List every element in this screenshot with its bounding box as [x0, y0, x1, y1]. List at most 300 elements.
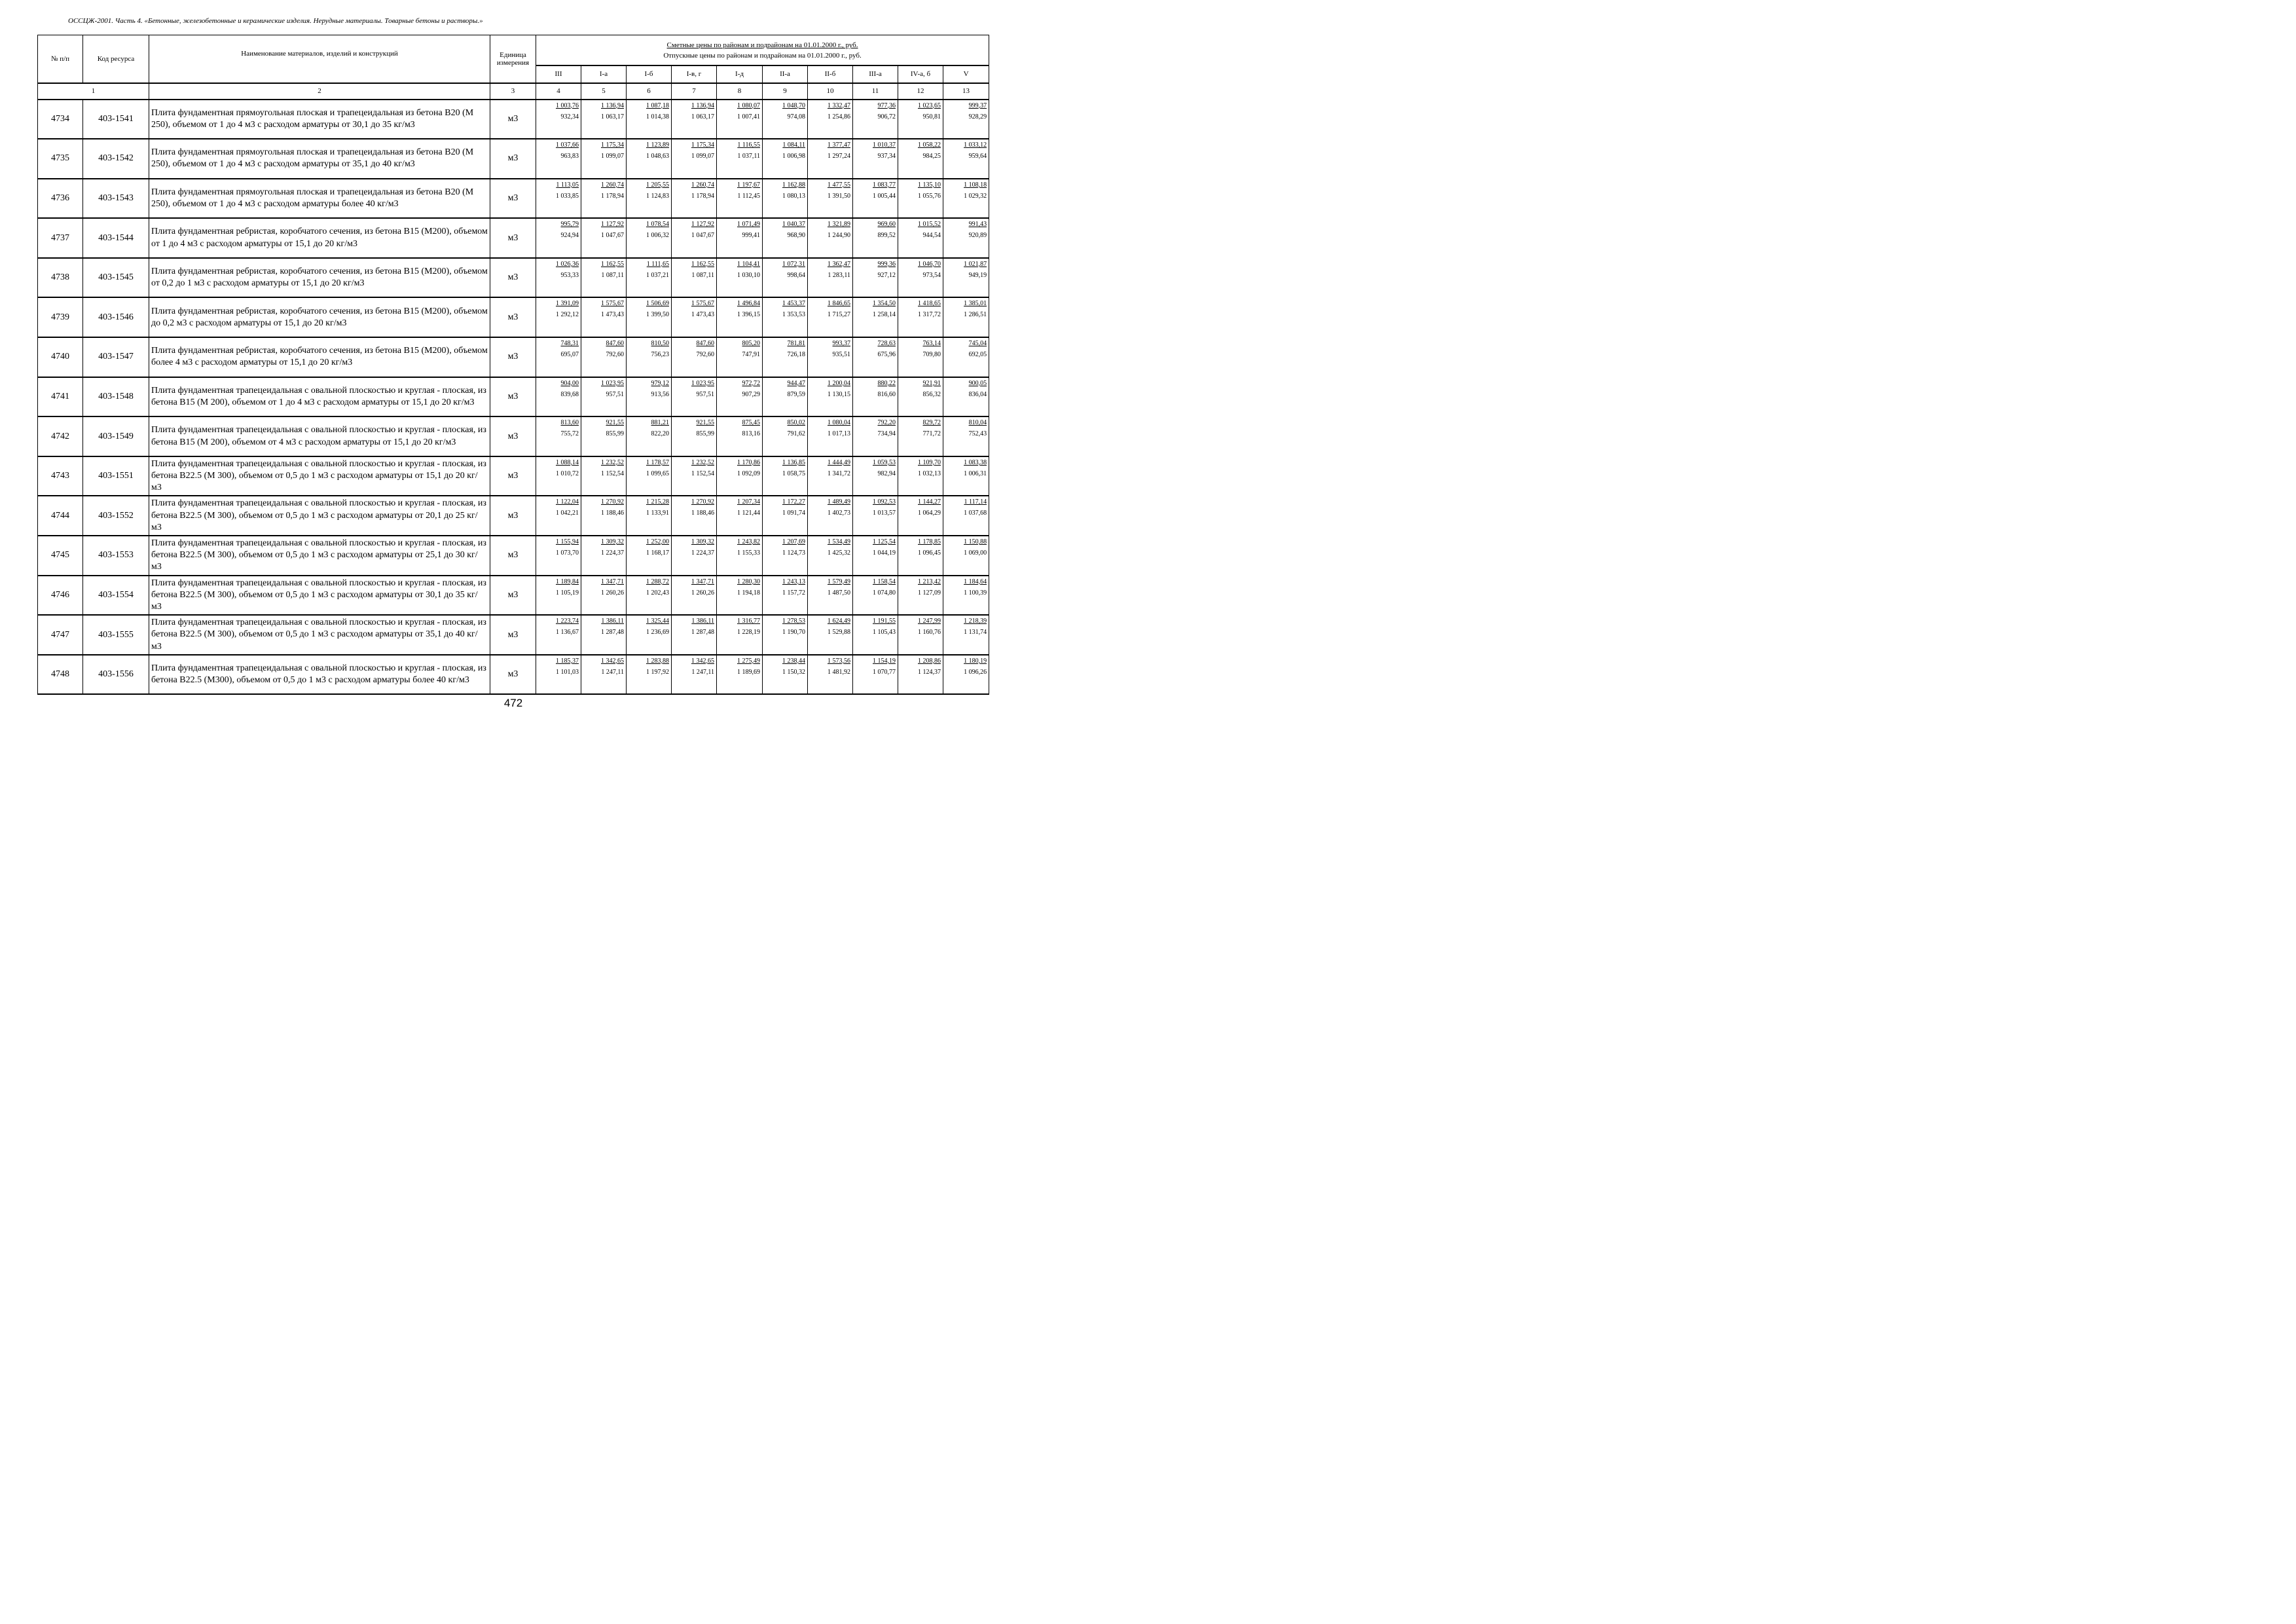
estimate-price: 1 175,34 — [601, 141, 624, 149]
estimate-price: 1 197,67 — [737, 181, 760, 189]
release-price: 1 402,73 — [828, 509, 850, 517]
release-price: 1 254,86 — [828, 113, 850, 120]
row-number: 4743 — [38, 456, 83, 496]
estimate-price: 847,60 — [696, 340, 714, 348]
price-cell — [672, 139, 717, 179]
material-name: Плита фундаментная трапецеидальная с овальной плоскостью и круглая - плоская, из бетона В22.5 (М300), объемом от 0,5 до 1 м3 с расходом арматуры более 40 кг/м3 — [149, 655, 490, 695]
material-name: Плита фундаментная трапецеидальная с овальной плоскостью и круглая - плоская, из бетона В22.5 (М 300), объемом от 0,5 до 1 м3 с расходом арматуры от 20,1 до 25 кг/м3 — [149, 496, 490, 536]
estimate-price: 1 332,47 — [828, 101, 850, 109]
region-header: II-а — [763, 65, 808, 83]
estimate-price: 847,60 — [606, 340, 624, 348]
release-price: 1 037,68 — [964, 509, 987, 517]
column-number: 6 — [627, 83, 672, 100]
price-cell — [536, 576, 581, 616]
estimate-price: 850,02 — [787, 419, 805, 427]
release-price: 813,16 — [742, 430, 760, 438]
release-price: 899,52 — [877, 232, 896, 240]
price-cell — [898, 100, 943, 139]
estimate-price: 1 185,37 — [556, 657, 579, 665]
price-cell — [717, 297, 763, 337]
release-price: 1 096,45 — [918, 549, 941, 557]
release-price: 1 283,11 — [828, 271, 850, 279]
column-number: 11 — [853, 83, 898, 100]
price-cell — [536, 100, 581, 139]
estimate-price: 1 207,34 — [737, 498, 760, 506]
release-price: 1 100,39 — [964, 589, 987, 597]
unit-of-measure: м3 — [490, 456, 536, 496]
estimate-price: 1 023,95 — [691, 379, 714, 387]
price-cell — [763, 456, 808, 496]
price-cell — [763, 218, 808, 258]
price-cell — [763, 496, 808, 536]
release-price: 1 260,26 — [691, 589, 714, 597]
release-price: 822,20 — [651, 430, 669, 438]
release-price: 1 133,91 — [646, 509, 669, 517]
estimate-price: 881,21 — [651, 419, 669, 427]
price-cell — [672, 536, 717, 576]
estimate-price: 1 325,44 — [646, 618, 669, 625]
price-cell — [853, 536, 898, 576]
material-name: Плита фундаментная трапецеидальная с овальной плоскостью и круглая - плоская, из бетона В22.5 (М 300), объемом от 0,5 до 1 м3 с расходом арматуры от 25,1 до 30 кг/м3 — [149, 536, 490, 576]
release-price: 747,91 — [742, 351, 760, 359]
price-cell — [808, 536, 853, 576]
row-number: 4735 — [38, 139, 83, 179]
price-cell — [808, 377, 853, 417]
estimate-price: 1 136,94 — [601, 101, 624, 109]
table-row — [38, 100, 989, 139]
unit-of-measure: м3 — [490, 536, 536, 576]
price-cell — [581, 297, 627, 337]
release-price: 1 037,11 — [737, 153, 760, 160]
estimate-price: 1 084,11 — [782, 141, 805, 149]
release-price: 944,54 — [922, 232, 941, 240]
price-cell — [717, 416, 763, 456]
estimate-price: 1 113,05 — [556, 181, 579, 189]
estimate-price: 977,36 — [877, 101, 896, 109]
price-cell — [536, 456, 581, 496]
unit-of-measure: м3 — [490, 377, 536, 417]
estimate-price: 1 342,65 — [691, 657, 714, 665]
estimate-price: 1 023,95 — [601, 379, 624, 387]
price-cell — [672, 297, 717, 337]
estimate-price: 728,63 — [877, 340, 896, 348]
material-name: Плита фундаментная прямоугольная плоская и трапецеидальная из бетона В20 (М 250), объемом от 1 до 4 м3 с расходом арматуры от 35,1 до 40 кг/м3 — [149, 139, 490, 179]
material-name: Плита фундаментная трапецеидальная с овальной плоскостью и круглая - плоская, из бетона В22.5 (М 300), объемом от 0,5 до 1 м3 с расходом арматуры от 35,1 до 40 кг/м3 — [149, 615, 490, 655]
material-name: Плита фундаментная трапецеидальная с овальной плоскостью и круглая - плоская, из бетона В15 (М 200), объемом от 4 м3 с расходом арматуры от 15,1 до 20 кг/м3 — [149, 416, 490, 456]
release-price: 1 099,07 — [601, 153, 624, 160]
release-price: 752,43 — [968, 430, 987, 438]
price-cell — [536, 258, 581, 298]
release-price: 937,34 — [877, 153, 896, 160]
release-price: 1 529,88 — [828, 629, 850, 637]
estimate-price: 1 243,13 — [782, 578, 805, 585]
price-cell — [853, 139, 898, 179]
price-cell — [943, 297, 989, 337]
estimate-price: 944,47 — [787, 379, 805, 387]
estimate-price: 1 496,84 — [737, 300, 760, 308]
unit-of-measure: м3 — [490, 337, 536, 377]
price-cell — [943, 655, 989, 695]
document-header-title: ОССЦЖ-2001. Часть 4. «Бетонные, железобетонные и керамические изделия. Нерудные материалы. Товарные бетоны и растворы.» — [68, 17, 483, 25]
estimate-price: 1 247,99 — [918, 618, 941, 625]
estimate-price: 1 316,77 — [737, 618, 760, 625]
release-price: 974,08 — [787, 113, 805, 120]
release-price: 1 127,09 — [918, 589, 941, 597]
estimate-price: 875,45 — [742, 419, 760, 427]
resource-code: 403-1549 — [83, 416, 149, 456]
col-header-num: № п/п — [38, 35, 83, 83]
release-price: 1 473,43 — [601, 311, 624, 319]
estimate-price: 1 048,70 — [782, 101, 805, 109]
estimate-price: 1 162,88 — [782, 181, 805, 189]
price-cell — [672, 576, 717, 616]
price-cell — [763, 536, 808, 576]
estimate-price: 1 243,82 — [737, 538, 760, 546]
price-cell — [536, 179, 581, 219]
estimate-price: 1 109,70 — [918, 458, 941, 466]
release-price: 1 048,63 — [646, 153, 669, 160]
column-number: 5 — [581, 83, 627, 100]
price-cell — [853, 218, 898, 258]
price-cell — [672, 655, 717, 695]
release-price: 1 124,83 — [646, 192, 669, 200]
page-number: 472 — [503, 697, 523, 709]
release-price: 1 188,46 — [691, 509, 714, 517]
region-header: I-а — [581, 65, 627, 83]
estimate-price: 1 078,54 — [646, 221, 669, 229]
price-cell — [808, 297, 853, 337]
price-cell — [943, 536, 989, 576]
estimate-price: 979,12 — [651, 379, 669, 387]
price-cell — [627, 496, 672, 536]
price-cell — [581, 496, 627, 536]
release-price: 1 190,70 — [782, 629, 805, 637]
estimate-price: 1 127,92 — [601, 221, 624, 229]
release-price: 968,90 — [787, 232, 805, 240]
release-price: 1 244,90 — [828, 232, 850, 240]
release-price: 1 037,21 — [646, 271, 669, 279]
estimate-price: 1 010,37 — [873, 141, 896, 149]
release-price: 1 197,92 — [646, 668, 669, 676]
price-cell — [672, 337, 717, 377]
estimate-price: 1 575,67 — [601, 300, 624, 308]
release-price: 1 087,11 — [601, 271, 624, 279]
estimate-price: 1 026,36 — [556, 260, 579, 268]
price-cell — [717, 615, 763, 655]
price-cell — [581, 258, 627, 298]
release-price: 695,07 — [560, 351, 579, 359]
release-price: 755,72 — [560, 430, 579, 438]
estimate-price: 880,22 — [877, 379, 896, 387]
price-cell — [717, 496, 763, 536]
price-cell — [853, 615, 898, 655]
release-price: 1 297,24 — [828, 153, 850, 160]
price-cell — [763, 576, 808, 616]
estimate-price: 1 191,55 — [873, 618, 896, 625]
release-price: 1 487,50 — [828, 589, 850, 597]
region-header: I-в, г — [672, 65, 717, 83]
release-price: 1 224,37 — [691, 549, 714, 557]
price-cell — [627, 377, 672, 417]
column-number: 7 — [672, 83, 717, 100]
price-cell — [581, 218, 627, 258]
price-cell — [672, 179, 717, 219]
price-cell — [717, 377, 763, 417]
release-price: 1 473,43 — [691, 311, 714, 319]
estimate-price: 1 354,50 — [873, 300, 896, 308]
price-cell — [581, 139, 627, 179]
estimate-price: 1 083,38 — [964, 458, 987, 466]
unit-of-measure: м3 — [490, 179, 536, 219]
price-cell — [943, 100, 989, 139]
region-header: II-б — [808, 65, 853, 83]
release-price: 932,34 — [560, 113, 579, 120]
resource-code: 403-1556 — [83, 655, 149, 695]
price-cell — [763, 179, 808, 219]
estimate-price: 1 127,92 — [691, 221, 714, 229]
release-price: 1 121,44 — [737, 509, 760, 517]
estimate-price: 1 342,65 — [601, 657, 624, 665]
material-name: Плита фундаментная ребристая, коробчатого сечения, из бетона В15 (М200), объемом от 0,2 до 1 м3 с расходом арматуры от 15,1 до 20 кг/м3 — [149, 258, 490, 298]
table-row — [38, 615, 989, 655]
price-cell — [898, 218, 943, 258]
price-cell — [808, 337, 853, 377]
price-cell — [808, 456, 853, 496]
release-price: 1 157,72 — [782, 589, 805, 597]
price-cell — [672, 377, 717, 417]
price-cell — [808, 496, 853, 536]
price-cell — [943, 337, 989, 377]
resource-code: 403-1544 — [83, 218, 149, 258]
price-cell — [943, 456, 989, 496]
release-price: 1 055,76 — [918, 192, 941, 200]
estimate-price: 1 252,00 — [646, 538, 669, 546]
table-row — [38, 337, 989, 377]
estimate-price: 1 278,53 — [782, 618, 805, 625]
release-price: 1 124,73 — [782, 549, 805, 557]
row-number: 4736 — [38, 179, 83, 219]
price-cell — [943, 218, 989, 258]
region-header: I-д — [717, 65, 763, 83]
release-price: 913,56 — [651, 390, 669, 398]
estimate-price: 1 534,49 — [828, 538, 850, 546]
release-price: 879,59 — [787, 390, 805, 398]
price-cell — [898, 377, 943, 417]
release-price: 1 236,69 — [646, 629, 669, 637]
table-row — [38, 218, 989, 258]
price-cell — [627, 576, 672, 616]
table-row — [38, 456, 989, 496]
release-price: 1 178,94 — [691, 192, 714, 200]
row-number: 4747 — [38, 615, 83, 655]
release-price: 1 188,46 — [601, 509, 624, 517]
price-cell — [808, 615, 853, 655]
estimate-price: 1 506,69 — [646, 300, 669, 308]
estimate-price: 1 189,84 — [556, 578, 579, 585]
estimate-price: 1 184,64 — [964, 578, 987, 585]
release-price: 1 007,41 — [737, 113, 760, 120]
price-cell — [627, 536, 672, 576]
release-price: 1 063,17 — [601, 113, 624, 120]
price-caption-release: Отпускные цены по районам и подрайонам на 01.01.2000 г., руб. — [663, 52, 862, 60]
release-price: 1 194,18 — [737, 589, 760, 597]
row-number: 4742 — [38, 416, 83, 456]
estimate-price: 1 624,49 — [828, 618, 850, 625]
release-price: 1 136,67 — [556, 629, 579, 637]
material-name: Плита фундаментная ребристая, коробчатого сечения, из бетона В15 (М200), объемом более 4 м3 с расходом арматуры от 15,1 до 20 кг/м3 — [149, 337, 490, 377]
release-price: 953,33 — [560, 271, 579, 279]
estimate-price: 1 178,85 — [918, 538, 941, 546]
column-number: 8 — [717, 83, 763, 100]
estimate-price: 1 144,27 — [918, 498, 941, 506]
price-cell — [627, 416, 672, 456]
release-price: 839,68 — [560, 390, 579, 398]
release-price: 950,81 — [922, 113, 941, 120]
column-number: 10 — [808, 83, 853, 100]
release-price: 726,18 — [787, 351, 805, 359]
release-price: 1 391,50 — [828, 192, 850, 200]
price-cell — [943, 496, 989, 536]
price-cell — [536, 496, 581, 536]
price-cell — [717, 337, 763, 377]
estimate-price: 1 155,94 — [556, 538, 579, 546]
material-name: Плита фундаментная трапецеидальная с овальной плоскостью и круглая - плоская, из бетона В22.5 (М 300), объемом от 0,5 до 1 м3 с расходом арматуры от 15,1 до 20 кг/м3 — [149, 456, 490, 496]
price-cell — [898, 179, 943, 219]
release-price: 1 247,11 — [601, 668, 624, 676]
price-cell — [672, 615, 717, 655]
release-price: 1 006,32 — [646, 232, 669, 240]
price-cell — [853, 258, 898, 298]
column-number: 9 — [763, 83, 808, 100]
release-price: 1 064,29 — [918, 509, 941, 517]
unit-of-measure: м3 — [490, 297, 536, 337]
row-number: 4740 — [38, 337, 83, 377]
price-cell — [943, 576, 989, 616]
estimate-price: 792,20 — [877, 419, 896, 427]
row-number: 4744 — [38, 496, 83, 536]
resource-code: 403-1546 — [83, 297, 149, 337]
estimate-price: 1 477,55 — [828, 181, 850, 189]
release-price: 1 063,17 — [691, 113, 714, 120]
price-cell — [898, 655, 943, 695]
estimate-price: 921,91 — [922, 379, 941, 387]
price-cell — [943, 416, 989, 456]
release-price: 957,51 — [606, 390, 624, 398]
estimate-price: 1 391,09 — [556, 300, 579, 308]
price-cell — [717, 655, 763, 695]
release-price: 1 341,72 — [828, 470, 850, 477]
price-cell — [672, 456, 717, 496]
release-price: 1 155,33 — [737, 549, 760, 557]
column-number: 13 — [943, 83, 989, 100]
release-price: 1 042,21 — [556, 509, 579, 517]
price-cell — [627, 456, 672, 496]
unit-of-measure: м3 — [490, 139, 536, 179]
price-cell — [763, 615, 808, 655]
release-price: 1 152,54 — [601, 470, 624, 477]
estimate-price: 1 125,54 — [873, 538, 896, 546]
estimate-price: 1 418,65 — [918, 300, 941, 308]
row-number: 4739 — [38, 297, 83, 337]
price-cell — [536, 536, 581, 576]
table-row — [38, 179, 989, 219]
estimate-price: 1 309,32 — [601, 538, 624, 546]
price-cell — [717, 258, 763, 298]
resource-code: 403-1545 — [83, 258, 149, 298]
price-cell — [536, 416, 581, 456]
estimate-price: 1 232,52 — [601, 458, 624, 466]
release-price: 1 247,11 — [691, 668, 714, 676]
col-header-code: Код ресурса — [83, 35, 149, 83]
price-table — [37, 35, 989, 695]
release-price: 998,64 — [787, 271, 805, 279]
resource-code: 403-1542 — [83, 139, 149, 179]
price-cell — [763, 139, 808, 179]
region-header: IV-а, б — [898, 65, 943, 83]
price-cell — [853, 377, 898, 417]
release-price: 675,96 — [877, 351, 896, 359]
estimate-price: 995,79 — [560, 221, 579, 229]
price-cell — [898, 456, 943, 496]
release-price: 984,25 — [922, 153, 941, 160]
price-cell — [853, 416, 898, 456]
resource-code: 403-1551 — [83, 456, 149, 496]
estimate-price: 1 309,32 — [691, 538, 714, 546]
price-cell — [898, 297, 943, 337]
release-price: 957,51 — [696, 390, 714, 398]
release-price: 924,94 — [560, 232, 579, 240]
price-cell — [627, 258, 672, 298]
estimate-price: 1 158,54 — [873, 578, 896, 585]
price-cell — [763, 416, 808, 456]
price-cell — [763, 655, 808, 695]
price-cell — [763, 258, 808, 298]
price-cell — [627, 655, 672, 695]
estimate-price: 921,55 — [606, 419, 624, 427]
price-cell — [853, 179, 898, 219]
price-cell — [672, 496, 717, 536]
estimate-price: 1 170,86 — [737, 458, 760, 466]
price-cell — [717, 218, 763, 258]
table-row — [38, 576, 989, 616]
price-cell — [808, 416, 853, 456]
table-row — [38, 297, 989, 337]
release-price: 1 228,19 — [737, 629, 760, 637]
col-header-prices — [536, 35, 989, 65]
estimate-price: 999,37 — [968, 101, 987, 109]
price-cell — [672, 100, 717, 139]
column-number: 1 — [38, 83, 149, 100]
estimate-price: 1 573,56 — [828, 657, 850, 665]
price-cell — [853, 496, 898, 536]
region-header: III-а — [853, 65, 898, 83]
estimate-price: 1 238,44 — [782, 657, 805, 665]
price-cell — [853, 337, 898, 377]
price-cell — [898, 258, 943, 298]
estimate-price: 900,05 — [968, 379, 987, 387]
release-price: 771,72 — [922, 430, 941, 438]
price-cell — [536, 377, 581, 417]
release-price: 1 017,13 — [828, 430, 850, 438]
estimate-price: 1 579,49 — [828, 578, 850, 585]
estimate-price: 1 283,88 — [646, 657, 669, 665]
estimate-price: 1 136,85 — [782, 458, 805, 466]
estimate-price: 1 023,65 — [918, 101, 941, 109]
estimate-price: 1 200,04 — [828, 379, 850, 387]
unit-of-measure: м3 — [490, 615, 536, 655]
estimate-price: 969,60 — [877, 221, 896, 229]
release-price: 1 189,69 — [737, 668, 760, 676]
